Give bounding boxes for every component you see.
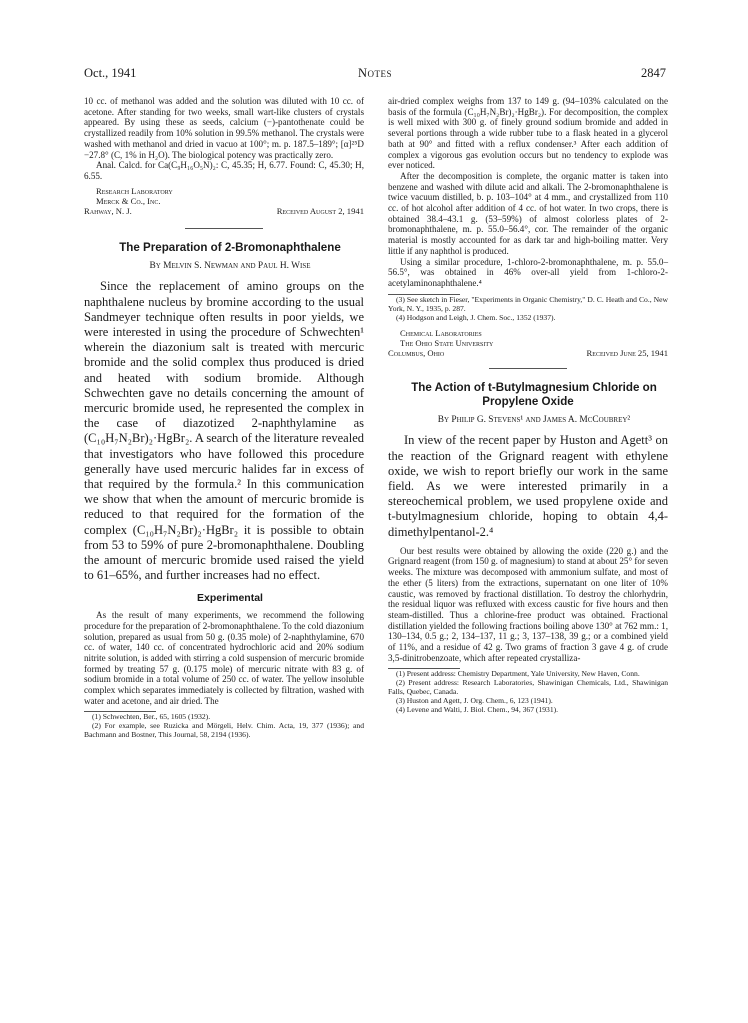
footnote: (2) For example, see Ruzicka and Mörgeli, Helv. Chim. Acta, 19, 377 (1936); and Bachmann and Bostner, This Journal, 58, 2194 (1936). <box>84 721 364 740</box>
address-line: Columbus, Ohio <box>388 347 445 358</box>
issue-date: Oct., 1941 <box>84 66 137 80</box>
footnote: (4) Levene and Walti, J. Biol. Chem., 94, 367 (1931). <box>396 704 559 714</box>
address-line: Merck & Co., Inc. <box>96 195 161 206</box>
article-title: The Preparation of 2-Bromonaphthalene <box>119 240 341 254</box>
right-column <box>388 96 668 714</box>
address-line: Rahway, N. J. <box>84 205 132 216</box>
footnotes <box>388 669 668 714</box>
article-title: The Action of t-Butylmagnesium Chloride on Propylene Oxide <box>411 380 657 408</box>
body-paragraph: Using a similar procedure, 1-chloro-2-bromonaphthalene, m. p. 55.0–56.5°, was obtained in 46% over-all yield from 1-chloro-2-acetylaminonaphthalene.⁴ <box>388 256 668 288</box>
intro-paragraph: 10 cc. of methanol was added and the solution was diluted with 10 cc. of acetone. After standing for two weeks, small wart-like clusters of crystals appeared. By using these as seeds, calcium (−)-pantothenate could be crystallized readily from 10% solution in 99.5% methanol. The crystals were washed with methanol and dried in vacuo at 100°; m. p. 187.5–189°; [α]²⁵D −27.8° (C, 1% in H₂O). The biological potency was practically zero. <box>84 96 364 160</box>
left-column <box>84 96 364 739</box>
body-paragraph: Since the replacement of amino groups on the naphthalene nucleus by bromine according to the usual Sandmeyer technique often results in poor yields, we were interested in using the procedure of Schwechten¹ wherein the diazonium salt is treated with mercuric bromide and the solid complex thus produced is dried and heated with sodium bromide. Although Schwechten gave no details concerning the amount of mercuric bromide used, he represented the complex in the case of diazotized 2-naphthylamine as (C₁₀H₇N₂Br)₂·HgBr₂. A search of the literature revealed that investigators who have followed this procedure generally have used mercuric halides far in excess of that required by the formula.² In this communication we show that when the amount of mercuric bromide is reduced to that required for the formation of the complex (C₁₀H₇N₂Br)₂·HgBr₂ it is possible to obtain from 53 to 59% of pure 2-bromonaphthalene. Doubling the amount of mercuric bromide used raised the yield to 61–65%, and further increases had no effect. <box>84 279 364 583</box>
address-line: Research Laboratory <box>96 185 173 196</box>
footnotes <box>84 712 364 739</box>
section-heading: Experimental <box>197 592 263 605</box>
body-paragraph: After the decomposition is complete, the organic matter is taken into benzene and washed with dilute acid and alkali. The 2-bromonaphthalene is twice vacuum distilled, b. p. 103–104° at 4 mm., and crystallized from 110 cc. of hot alcohol after addition of 4 cc. of hot water. In two crops, there is obtained 38.4–43.1 g. (53–59%) of almost colorless plates of 2-bromonaphthalene, m. p. 55.0–56.4°, cor. The remainder of the organic material is mostly accounted for as dark tar and high-boiling matter. Very little if any naphthol is produced. <box>388 170 668 256</box>
article-byline: By Melvin S. Newman and Paul H. Wise <box>149 260 311 271</box>
address-line: The Ohio State University <box>400 337 494 348</box>
running-header <box>84 66 666 82</box>
footnote: (2) Present address: Research Laboratories, Shawinigan Chemicals, Ltd., Shawinigan Falls, Quebec, Canada. <box>388 677 668 696</box>
article-byline: By Philip G. Stevens¹ and James A. McCoubrey² <box>437 414 631 425</box>
address-line: Chemical Laboratories <box>400 327 482 338</box>
intro-paragraph: In view of the recent paper by Huston and Agett³ on the reaction of the Grignard reagent with ethylene oxide, we wish to report briefly our work in the same field. As we were interested primarily in a stereochemical problem, we used propylene oxide and t-butylmagnesium chloride, hoping to obtain 4,4-dimethylpentanol-2.⁴ <box>388 433 668 539</box>
received-date: Received August 2, 1941 <box>276 205 364 216</box>
footnotes <box>388 295 668 322</box>
continued-paragraph: air-dried complex weighs from 137 to 149 g. (94–103% calculated on the basis of the formula (C₁₀H₇N₂Br)₂·HgBr₂). For decomposition, the complex is well mixed with 300 g. of finely ground sodium bromide and added in several portions through a wide rubber tube to a flask heated in a glycerol bath at 90° and fitted with a reflux condenser.³ After each addition of complex a vigorous gas evolution occurs but no tendency to explode was ever noticed. <box>388 96 668 171</box>
footnote: (3) Huston and Agett, J. Org. Chem., 6, 123 (1941). <box>396 695 553 705</box>
section-name: Notes <box>357 66 393 80</box>
footnote: (3) See sketch in Fieser, "Experiments in Organic Chemistry," D. C. Heath and Co., New York, N. Y., 1935, p. 287. <box>388 294 668 313</box>
experimental-paragraph: As the result of many experiments, we recommend the following procedure for the preparation of 2-bromonaphthalene. To the cold diazonium solution, prepared as usual from 50 g. (0.35 mole) of 2-naphthylamine, 670 cc. of water, 140 cc. of concentrated hydrochloric acid and 20% sodium nitrite solution, is added with stirring a cold suspension of mercuric bromide formed by treating 57 g. (0.175 mole) of mercuric nitrate with 83 g. of sodium bromide in a total volume of 250 cc. of water. The yellow insoluble complex which separates immediately is collected by filtration, washed with water and acetone, and air dried. The <box>84 610 364 706</box>
page-number: 2847 <box>641 66 666 80</box>
footnote: (4) Hodgson and Leigh, J. Chem. Soc., 1352 (1937). <box>396 312 556 322</box>
received-date: Received June 25, 1941 <box>586 347 668 358</box>
footnote: (1) Schwechten, Ber., 65, 1605 (1932). <box>92 712 211 722</box>
analysis-paragraph: Anal. Calcd. for Ca(C₉H₁₆O₅N)₂: C, 45.35; H, 6.77. Found: C, 45.30; H, 6.55. <box>84 160 364 181</box>
footnote: (1) Present address: Chemistry Department, Yale University, New Haven, Conn. <box>396 668 640 678</box>
body-paragraph: Our best results were obtained by allowing the oxide (220 g.) and the Grignard reagent (from 150 g. of magnesium) to stand at about 25° for seven weeks. The mixture was decomposed with ammonium sulfate, and most of the ether (5 liters) from the extractions, supernatant on one liter of 10% caustic, was removed by fractional distillation. To destroy the chlorhydrin, the residual liquor was refluxed with excess caustic for five hours and then steam-distilled. Thus a chlorine-free product was obtained. Fractional distillation yielded the following fractions boiling above 130° at 762 mm.: 1, 130–134, 0.5 g.; 2, 134–137, 11 g.; 3, 137–138, 39 g.; or a combined yield of 11%, and a residue of 42 g. Two grams of fraction 3 gave 4 g. of crude 3,5-dinitrobenzoate, which after repeated crystalliza- <box>388 545 668 663</box>
